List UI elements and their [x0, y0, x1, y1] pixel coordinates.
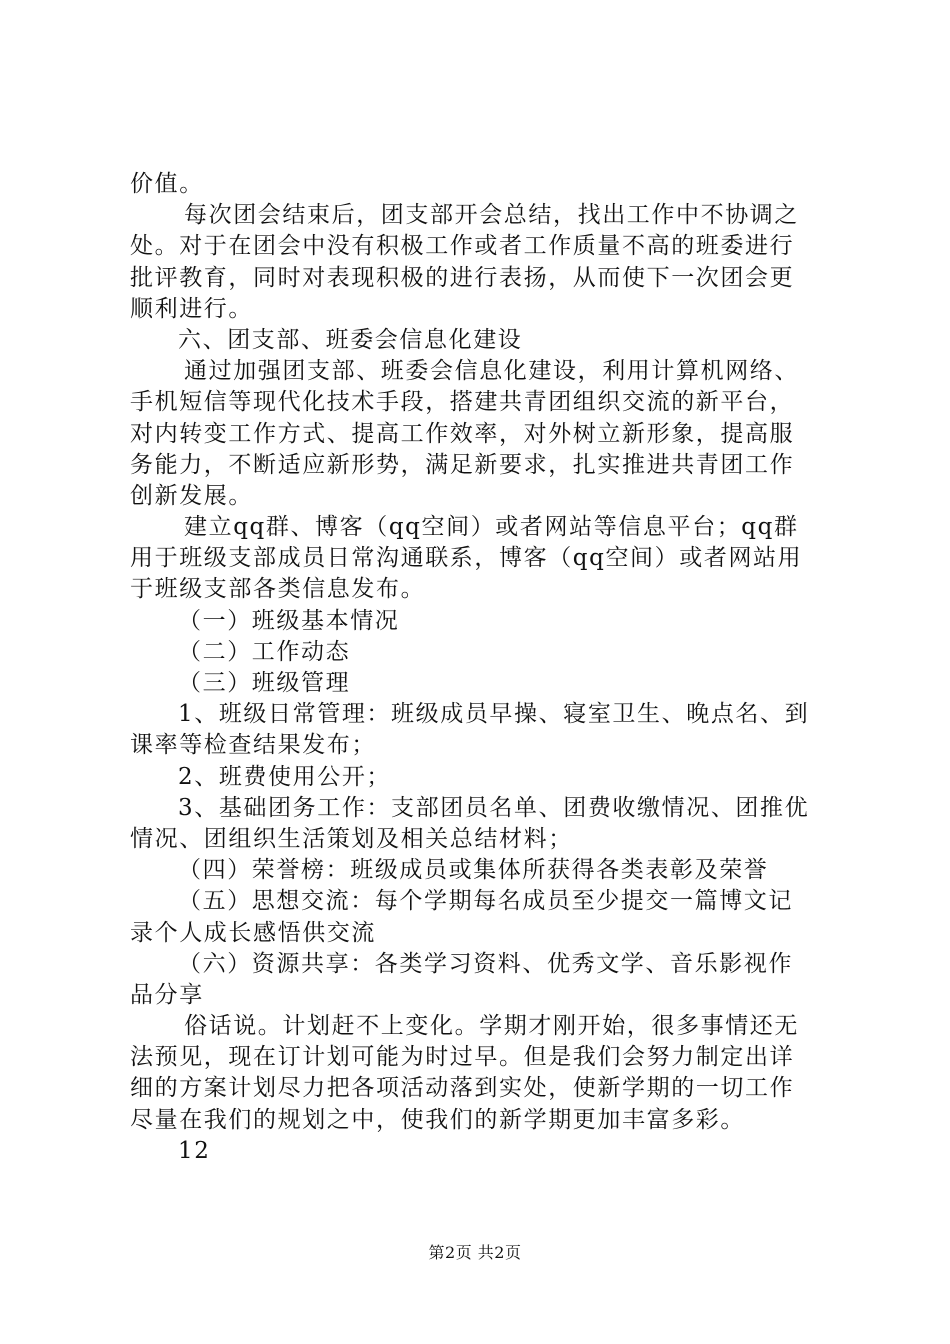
text-line: （三）班级管理	[178, 670, 351, 696]
text-line: （五）思想交流：每个学期每名成员至少提交一篇博文记	[178, 888, 793, 915]
text-line: 批评教育，同时对表现积极的进行表扬，从而使下一次团会更	[130, 264, 795, 291]
text-line: 课率等检查结果发布；	[130, 732, 376, 759]
text-line: 务能力，不断适应新形势，满足新要求，扎实推进共青团工作	[130, 451, 795, 478]
text-line: 用于班级支部成员日常沟通联系，博客（qq空间）或者网站用	[130, 545, 803, 572]
text-line: 3、基础团务工作：支部团员名单、团费收缴情况、团推优	[178, 794, 810, 821]
text-line: 手机短信等现代化技术手段，搭建共青团组织交流的新平台，	[130, 389, 795, 416]
page-footer: 第2页 共2页	[428, 1243, 522, 1262]
text-line: 细的方案计划尽力把各项活动落到实处，使新学期的一切工作	[130, 1075, 795, 1102]
text-line: 法预见，现在订计划可能为时过早。但是我们会努力制定出详	[130, 1044, 795, 1071]
text-line: 对内转变工作方式、提高工作效率，对外树立新形象，提高服	[130, 420, 795, 447]
text-line: 情况、团组织生活策划及相关总结材料；	[130, 825, 573, 852]
text-line: 每次团会结束后，团支部开会总结，找出工作中不协调之	[184, 202, 799, 229]
text-line: 处。对于在团会中没有积极工作或者工作质量不高的班委进行	[130, 233, 795, 260]
text-line: 俗话说。计划赶不上变化。学期才刚开始，很多事情还无	[184, 1013, 799, 1040]
text-line: 品分享	[130, 981, 204, 1008]
text-line: 于班级支部各类信息发布。	[130, 576, 426, 603]
text-line: 尽量在我们的规划之中，使我们的新学期更加丰富多彩。	[130, 1106, 745, 1133]
text-line: （一）班级基本情况	[178, 607, 400, 634]
text-line: 通过加强团支部、班委会信息化建设，利用计算机网络、	[184, 358, 799, 385]
text-line: 建立qq群、博客（qq空间）或者网站等信息平台；qq群	[184, 514, 799, 541]
text-line: （二）工作动态	[178, 638, 351, 665]
text-line: 六、团支部、班委会信息化建设	[178, 326, 523, 353]
text-line: 创新发展。	[130, 482, 253, 509]
text-line: 2、班费使用公开；	[178, 763, 392, 790]
text-line: 1、班级日常管理：班级成员早操、寝室卫生、晚点名、到	[178, 701, 810, 728]
text-line: 价值。	[130, 171, 204, 197]
text-line: （六）资源共享：各类学习资料、优秀文学、音乐影视作	[178, 950, 793, 977]
document-body	[130, 169, 830, 1167]
text-line: 录个人成长感悟供交流	[130, 919, 376, 946]
text-line: 顺利进行。	[130, 295, 253, 322]
text-line: （四）荣誉榜：班级成员或集体所获得各类表彰及荣誉	[178, 857, 769, 884]
text-line: 12	[178, 1137, 211, 1164]
